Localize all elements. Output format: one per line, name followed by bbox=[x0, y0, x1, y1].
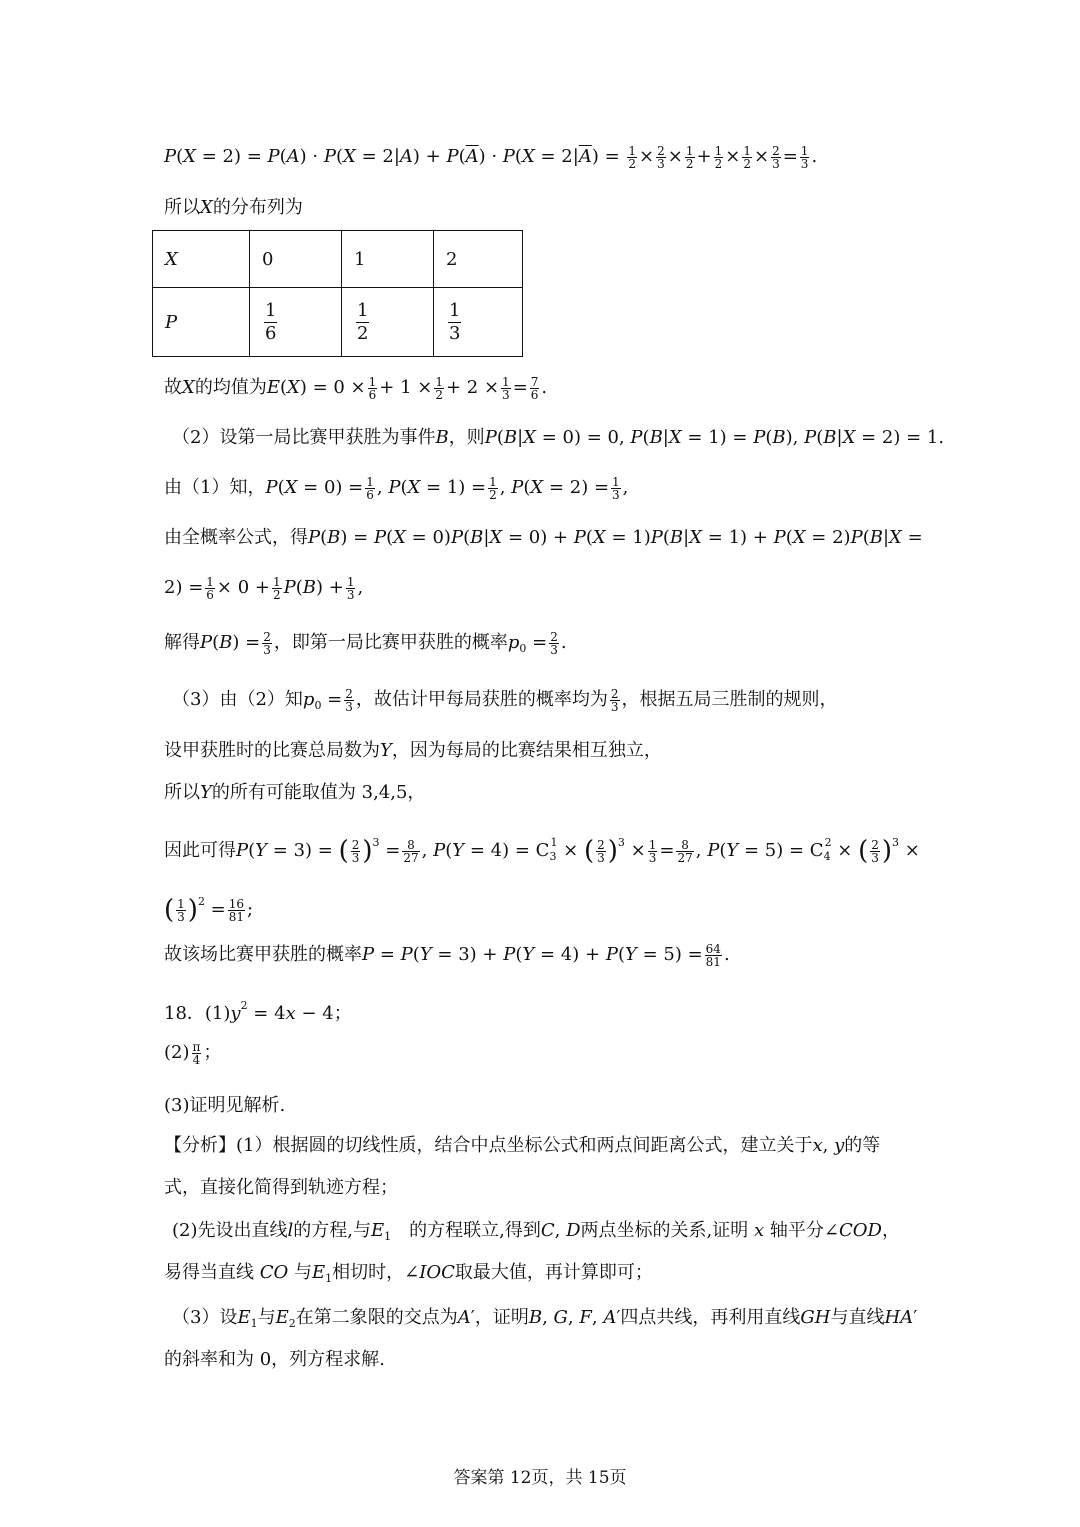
equation-win-probability: 故该场比赛甲获胜的概率P = P(Y = 3) + P(Y = 4) + P(Y = 5) = $\frac{64}{81}$ . bbox=[164, 941, 730, 969]
table-cell: $\frac{1}{6}$ bbox=[250, 288, 342, 357]
table-cell: X bbox=[153, 231, 250, 288]
table-cell: P bbox=[153, 288, 250, 357]
table-row bbox=[153, 288, 523, 357]
distribution-table bbox=[152, 230, 523, 357]
table-cell: 2 bbox=[434, 231, 523, 288]
table-row bbox=[153, 231, 523, 288]
table-cell: $\frac{1}{3}$ bbox=[434, 288, 523, 357]
text-y-values: 所以Y的所有可能取值为 3,4,5， bbox=[164, 782, 426, 803]
text-solve-pb: 解得P(B) = $\frac{2}{3}$ ，即第一局比赛甲获胜的概率$p_0$ = $\frac{2}{3}$ . bbox=[164, 629, 567, 657]
answer-18-2: (2) $\frac{\pi}{4}$ ； bbox=[164, 1039, 222, 1067]
analysis-3-cont: 的斜率和为 0，列方程求解. bbox=[164, 1349, 385, 1370]
text-total-probability-cont: 2) = $\frac{1}{6}$ × 0 + $\frac{1}{2}$ P(B) + $\frac{1}{3}$ , bbox=[164, 574, 364, 602]
analysis-2-cont: 易得当直线 CO 与$E_1$相切时，∠IOC取最大值，再计算即可； bbox=[164, 1262, 653, 1285]
table-cell: 1 bbox=[342, 231, 434, 288]
table-cell: $\frac{1}{2}$ bbox=[342, 288, 434, 357]
equation-px2: $P(X = 2) = P(A) \cdot P(X = 2|A) + P(\overline{A}) \cdot P(X = 2|\overline{A})$ = $\frac{1}{2}$ × $\frac{2}{3}$ × $\frac{1}{2}$ + $\frac{1}{2}$ × $\frac{1}{2}$ × $\frac{2}{3}$ = $\frac{1}{3}$ . bbox=[164, 143, 818, 171]
answer-18-3: (3)证明见解析. bbox=[164, 1095, 286, 1116]
page-footer: 答案第 12页，共 15页 bbox=[453, 1468, 627, 1488]
analysis-1-cont: 式，直接化简得到轨迹方程； bbox=[164, 1177, 398, 1198]
text-part3-intro: （3）由（2）知$p_0$ = $\frac{2}{3}$ ，故估计甲每局获胜的概率均为 $\frac{2}{3}$ ，根据五局三胜制的规则， bbox=[172, 686, 838, 714]
analysis-3: （3）设$E_1$与$E_2$在第二象限的交点为A′，证明B, G, F, A′四点共线，再利用直线GH与直线HA′ bbox=[172, 1307, 918, 1330]
answer-18-1: 18．$(1)y^2 = 4x - 4$； bbox=[164, 999, 352, 1024]
table-cell: 0 bbox=[250, 231, 342, 288]
equation-py-values: 因此可得P(Y = 3) = ( $\frac{2}{3}$ )$^3$ = $\frac{8}{27}$ , $P(Y = 4) = C_3^1$ × ( $\frac{2}{3}$ )$^3$ × $\frac{1}{3}$ = $\frac{8}{27}$ , $P(Y = 5) = C_4^2$ × ( $\frac{2}{3}$ )$^3$ × bbox=[164, 836, 920, 866]
analysis-2: (2)先设出直线l的方程,与$E_1$ 的方程联立,得到C, D两点坐标的关系,证明 x 轴平分∠COD， bbox=[172, 1220, 900, 1243]
equation-expectation: 故X的均值为E(X) = 0 × $\frac{1}{6}$ + 1 × $\frac{1}{2}$ + 2 × $\frac{1}{3}$ = $\frac{7}{6}$ . bbox=[164, 374, 548, 402]
text-distribution-intro: 所以X的分布列为 bbox=[164, 197, 303, 218]
analysis-1: 【分析】(1）根据圆的切线性质，结合中点坐标公式和两点间距离公式，建立关于x, y的等 bbox=[164, 1135, 881, 1156]
text-part2-event: （2）设第一局比赛甲获胜为事件B，则P(B|X = 0) = 0, P(B|X = 1) = P(B), P(B|X = 2) = 1. bbox=[172, 427, 945, 448]
text-define-y: 设甲获胜时的比赛总局数为Y，因为每局的比赛结果相互独立， bbox=[164, 740, 662, 761]
text-total-probability: 由全概率公式，得P(B) = P(X = 0)P(B|X = 0) + P(X = 1)P(B|X = 1) + P(X = 2)P(B|X = bbox=[164, 527, 923, 548]
equation-py5-cont: ( $\frac{1}{3}$ )$^2$ = $\frac{16}{81}$ ; bbox=[164, 895, 254, 925]
text-part2-known: 由（1）知，P(X = 0) = $\frac{1}{6}$ , P(X = 1) = $\frac{1}{2}$ , P(X = 2) = $\frac{1}{3}$ , bbox=[164, 474, 629, 502]
